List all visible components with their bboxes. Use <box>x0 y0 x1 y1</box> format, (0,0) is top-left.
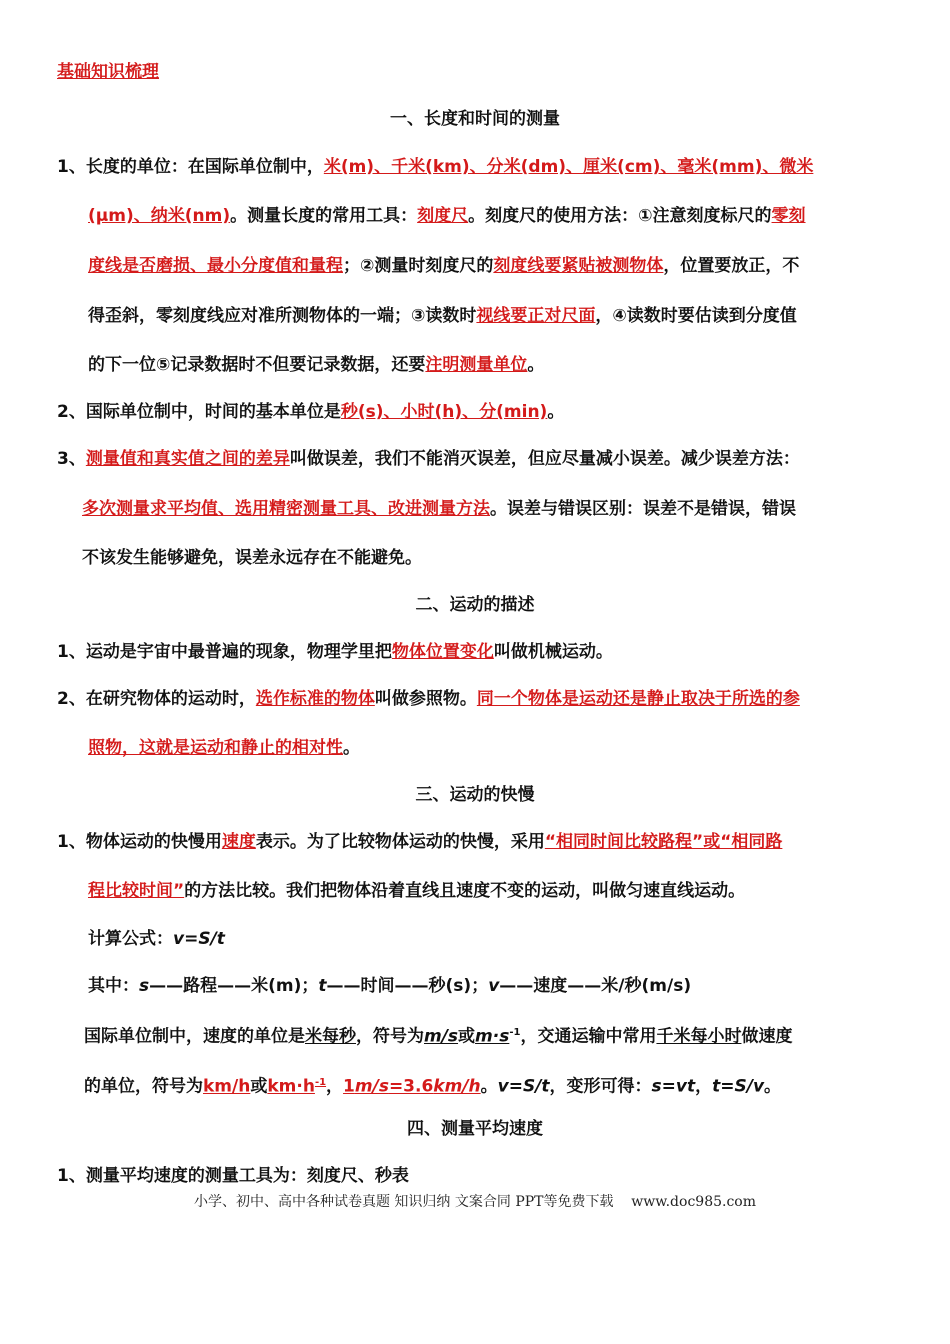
s1-p3-line1: 3、测量值和真实值之间的差异叫做误差，我们不能消灭误差，但应尽量减小误差。减少误差方法： <box>57 449 800 469</box>
s2-p2-line1: 2、在研究物体的运动时，选作标准的物体叫做参照物。同一个物体是运动还是静止取决于所选的参 <box>57 689 800 709</box>
s2-p2-line2: 照物，这就是运动和静止的相对性。 <box>88 738 360 758</box>
page-footer: 小学、初中、高中各种试卷真题 知识归纳 文案合同 PPT等免费下载 www.doc985.com <box>193 1194 756 1210</box>
s1-p1-line1: 1、长度的单位：在国际单位制中，米(m)、千米(km)、分米(dm)、厘米(cm)、毫米(mm)、微米 <box>57 157 814 177</box>
s1-p2: 2、国际单位制中，时间的基本单位是秒(s)、小时(h)、分(min)。 <box>57 402 565 422</box>
s3-p1-line1: 1、物体运动的快慢用速度表示。为了比较物体运动的快慢，采用“相同时间比较路程”或“相同路 <box>57 832 783 852</box>
formula: v=S/t <box>173 929 225 949</box>
section-heading-2: 二、运动的描述 <box>415 595 535 615</box>
document-title: 基础知识梳理 <box>57 62 159 82</box>
s1-p1-line3: 度线是否磨损、最小分度值和量程；②测量时刻度尺的刻度线要紧贴被测物体，位置要放正，不 <box>88 256 800 276</box>
formula-line: 计算公式：v=S/t <box>88 929 225 949</box>
s3-p1-line2: 程比较时间”的方法比较。我们把物体沿着直线且速度不变的运动，叫做匀速直线运动。 <box>88 881 746 901</box>
s4-p1: 1、测量平均速度的测量工具为：刻度尺、秒表 <box>57 1166 409 1186</box>
speed-units-line1: 国际单位制中，速度的单位是米每秒，符号为m/s或$m\cdot s^{-1}$，交通运输中常用千米每小时做速度 <box>84 1026 793 1047</box>
formula-variables: 其中：s——路程——米(m)；t——时间——秒(s)；v——速度——米/秒(m/s) <box>88 976 692 996</box>
section-heading-3: 三、运动的快慢 <box>415 785 535 805</box>
section-heading-4: 四、测量平均速度 <box>407 1119 543 1139</box>
s1-p3-line3: 不该发生能够避免，误差永远存在不能避免。 <box>82 548 422 568</box>
section-heading-1: 一、长度和时间的测量 <box>390 109 560 129</box>
s2-p1: 1、运动是宇宙中最普遍的现象，物理学里把物体位置变化叫做机械运动。 <box>57 642 613 662</box>
speed-units-line2: 的单位，符号为km/h或$km\cdot h^{-1}$，1m/s=3.6km/h。v=S/t，变形可得：s=vt，t=S/v。 <box>84 1076 782 1097</box>
s1-p3-line2: 多次测量求平均值、选用精密测量工具、改进测量方法。误差与错误区别：误差不是错误，错误 <box>82 499 796 519</box>
s1-p1-line2: (μm)、纳米(nm)。测量长度的常用工具：刻度尺。刻度尺的使用方法：①注意刻度标尺的零刻 <box>88 206 806 226</box>
s1-p1-line4: 得歪斜，零刻度线应对准所测物体的一端；③读数时视线要正对尺面，④读数时要估读到分度值 <box>88 306 797 326</box>
s1-p1-line5: 的下一位⑤记录数据时不但要记录数据，还要注明测量单位。 <box>88 355 545 375</box>
